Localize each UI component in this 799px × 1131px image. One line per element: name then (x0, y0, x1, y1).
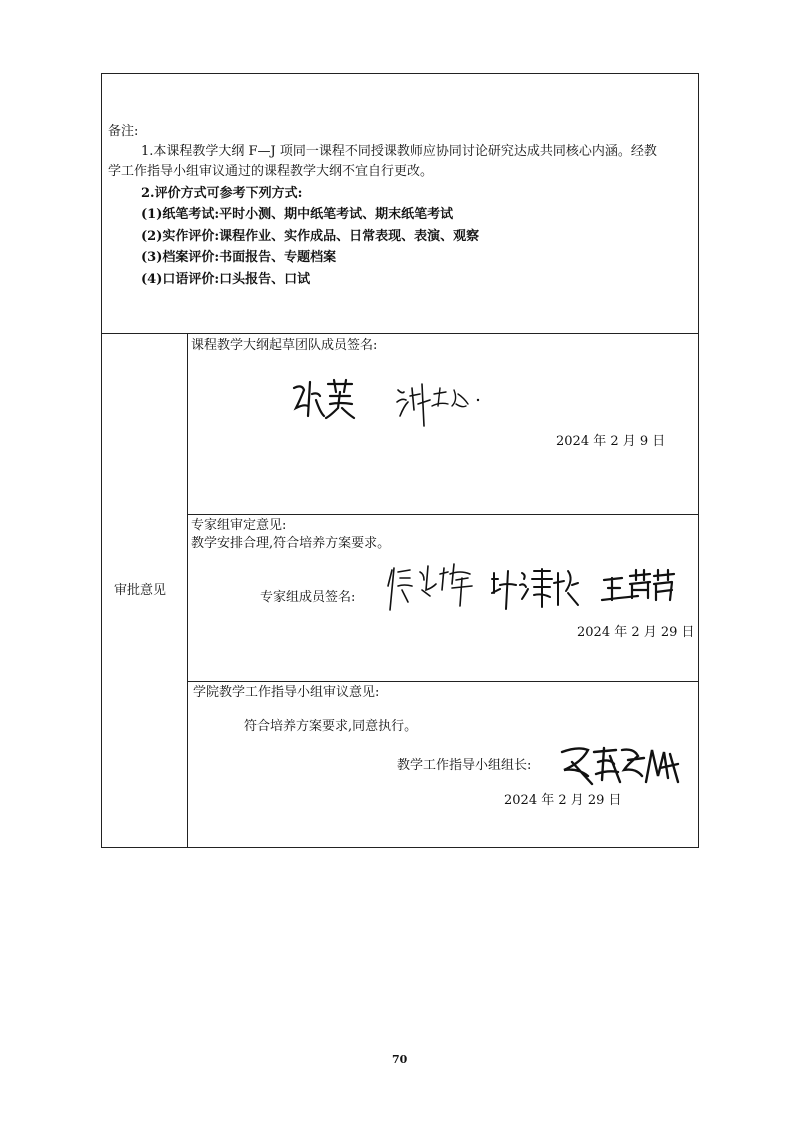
drafting-title: 课程教学大纲起草团队成员签名: (191, 338, 378, 353)
signature-expert-1 (384, 560, 478, 614)
college-opinion: 符合培养方案要求,同意执行。 (244, 719, 418, 734)
drafting-date: 2024 年 2 月 9 日 (556, 434, 666, 449)
approval-row-label: 审批意见 (114, 583, 167, 598)
college-sign-label: 教学工作指导小组组长: (397, 758, 532, 773)
label-column-border (187, 333, 188, 848)
expert-sign-label: 专家组成员签名: (260, 590, 356, 605)
signature-expert-2 (488, 565, 580, 611)
method-item: (4)口语评价:口头报告、口试 (141, 272, 311, 287)
method-item: (3)档案评价:书面报告、专题档案 (141, 250, 337, 265)
drafting-bottom-border (187, 514, 699, 515)
signature-drafting-2 (394, 380, 486, 428)
table-bottom-border (101, 847, 699, 848)
expert-opinion: 教学安排合理,符合培养方案要求。 (191, 536, 391, 551)
signature-drafting-1 (290, 378, 356, 422)
expert-bottom-border (187, 681, 699, 682)
notes-heading: 备注: (108, 124, 139, 139)
page-number: 70 (392, 1053, 408, 1066)
signature-expert-3 (598, 568, 676, 608)
notes-bottom-border (101, 333, 699, 334)
college-date: 2024 年 2 月 29 日 (504, 793, 622, 808)
notes-item1-line2: 学工作指导小组审议通过的课程教学大纲不宜自行更改。 (108, 164, 434, 179)
college-title: 学院教学工作指导小组审议意见: (193, 685, 380, 700)
table-right-border (698, 73, 699, 848)
signature-college (558, 742, 682, 790)
expert-date: 2024 年 2 月 29 日 (577, 625, 695, 640)
table-top-border (101, 73, 699, 74)
method-item: (2)实作评价:课程作业、实作成品、日常表现、表演、观察 (141, 229, 480, 244)
method-item: (1)纸笔考试:平时小测、期中纸笔考试、期末纸笔考试 (141, 207, 454, 222)
notes-item1-line1: 1.本课程教学大纲 F—J 项同一课程不同授课教师应协同讨论研究达成共同核心内涵。经教 (141, 144, 657, 159)
table-left-border (101, 73, 102, 848)
expert-title: 专家组审定意见: (191, 518, 287, 533)
notes-item2: 2.评价方式可参考下列方式: (141, 186, 303, 201)
